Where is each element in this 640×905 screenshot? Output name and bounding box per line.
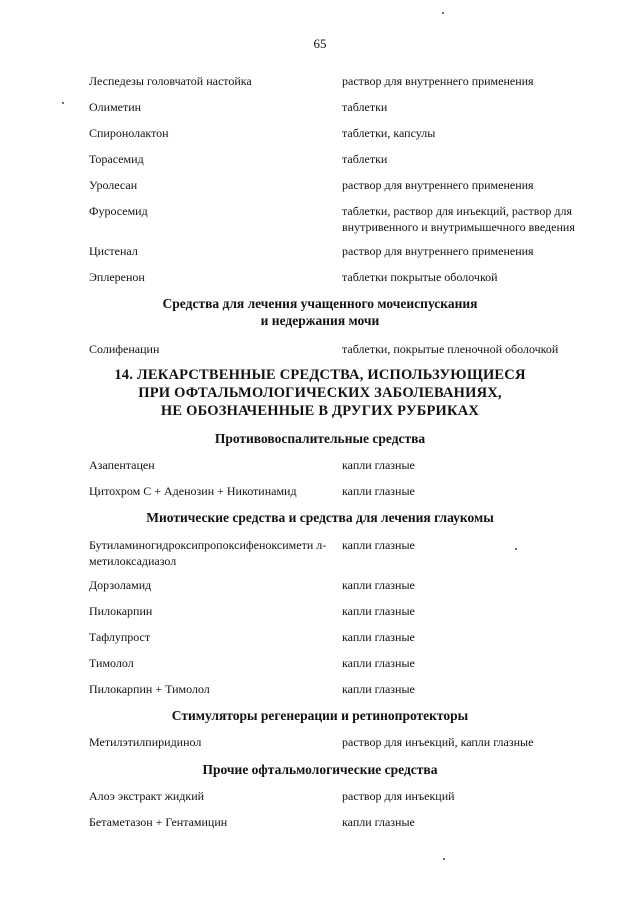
page-number: 65 bbox=[313, 36, 327, 51]
drug-form: капли глазные bbox=[342, 458, 415, 472]
drug-form: таблетки bbox=[342, 100, 388, 114]
drug-name: Пилокарпин + Тимолол bbox=[89, 682, 210, 696]
scan-speck bbox=[443, 858, 445, 860]
section-title-line: ПРИ ОФТАЛЬМОЛОГИЧЕСКИХ ЗАБОЛЕВАНИЯХ, bbox=[138, 385, 502, 401]
drug-name: Солифенацин bbox=[89, 342, 160, 356]
section-title bbox=[40, 366, 600, 420]
drug-name: Цистенал bbox=[89, 244, 138, 258]
subsection-heading: Стимуляторы регенерации и ретинопротекторы bbox=[171, 708, 469, 723]
subsection-heading: Противовоспалительные средства bbox=[214, 431, 426, 446]
section-title-line: НЕ ОБОЗНАЧЕННЫЕ В ДРУГИХ РУБРИКАХ bbox=[160, 403, 480, 419]
drug-name: Олиметин bbox=[89, 100, 142, 114]
drug-name: Уролесан bbox=[89, 178, 138, 192]
drug-form: раствор для внутреннего применения bbox=[342, 244, 534, 258]
drug-form: раствор для инъекций, капли глазные bbox=[342, 735, 534, 749]
drug-name: Леспедезы головчатой настойка bbox=[89, 74, 252, 88]
drug-form: таблетки покрытые оболочкой bbox=[342, 270, 498, 284]
drug-name: Азапентацен bbox=[89, 458, 155, 472]
drug-name: Бутиламиногидроксипропоксифеноксимети л-метилоксадиазол bbox=[89, 538, 327, 568]
drug-form: таблетки, капсулы bbox=[342, 126, 436, 140]
heading-line: и недержания мочи bbox=[260, 313, 380, 328]
drug-form: капли глазные bbox=[342, 682, 415, 696]
scan-speck bbox=[442, 12, 444, 14]
drug-form: капли глазные bbox=[342, 604, 415, 618]
section-title-line: 14. ЛЕКАРСТВЕННЫЕ СРЕДСТВА, ИСПОЛЬЗУЮЩИЕСЯ bbox=[114, 367, 526, 383]
drug-form: таблетки bbox=[342, 152, 388, 166]
drug-form: таблетки, покрытые пленочной оболочкой bbox=[342, 342, 559, 356]
drug-form: капли глазные bbox=[342, 815, 415, 829]
drug-name: Метилэтилпиридинол bbox=[89, 735, 202, 749]
drug-name: Тафлупрост bbox=[89, 630, 151, 644]
drug-name: Алоэ экстракт жидкий bbox=[89, 789, 205, 803]
drug-form: раствор для внутреннего применения bbox=[342, 74, 534, 88]
drug-name: Тимолол bbox=[89, 656, 134, 670]
drug-form: капли глазные bbox=[342, 578, 415, 592]
drug-name: Эплеренон bbox=[89, 270, 145, 284]
drug-name: Пилокарпин bbox=[89, 604, 153, 618]
drug-name: Бетаметазон + Гентамицин bbox=[89, 815, 228, 829]
scan-speck bbox=[62, 102, 64, 104]
drug-form: таблетки, раствор для инъекций, раствор для внутривенного и внутримышечного введения bbox=[342, 204, 575, 234]
drug-name: Спиронолактон bbox=[89, 126, 169, 140]
drug-form: раствор для инъекций bbox=[342, 789, 455, 803]
drug-name: Торасемид bbox=[89, 152, 144, 166]
subsection-heading: Миотические средства и средства для лечения глаукомы bbox=[146, 510, 494, 525]
heading-line: Средства для лечения учащенного мочеиспускания bbox=[162, 296, 478, 311]
drug-form: капли глазные bbox=[342, 538, 415, 552]
drug-form: раствор для внутреннего применения bbox=[342, 178, 534, 192]
scan-speck bbox=[515, 548, 517, 550]
drug-form: капли глазные bbox=[342, 656, 415, 670]
subsection-heading bbox=[40, 295, 600, 329]
drug-name: Цитохром С + Аденозин + Никотинамид bbox=[89, 484, 297, 498]
drug-form: капли глазные bbox=[342, 484, 415, 498]
subsection-heading: Прочие офтальмологические средства bbox=[202, 762, 438, 777]
drug-name: Дорзоламид bbox=[89, 578, 152, 592]
drug-name: Фуросемид bbox=[89, 204, 148, 218]
drug-form: капли глазные bbox=[342, 630, 415, 644]
